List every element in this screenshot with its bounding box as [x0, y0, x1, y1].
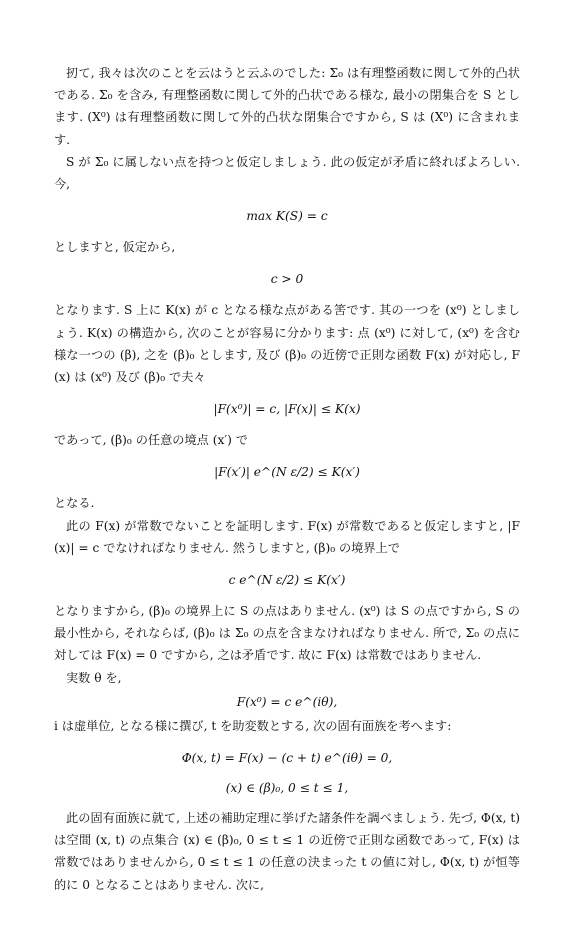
- paragraph-5: であって, (β)₀ の任意の境点 (x′) で: [54, 433, 248, 448]
- paragraph-6: となる.: [54, 496, 95, 511]
- equation-boundary-2: c e^(N ε/2) ≤ K(x′): [228, 573, 346, 588]
- document-page: [54, 62, 520, 896]
- paragraph-11: 此の固有面族に就て, 上述の補助定理に挙げた諸条件を調べましょう. 先づ, Φ(x, t) は空間 (x, t) の点集合 (x) ∈ (β)₀, 0 ≤ t ≤ 1 の近傍で正則な函数であって, F(x) は常数ではありませんから, 0 ≤ t ≤ 1 の任意の決まった t の値に対し, Φ(x, t) が恒等的に 0 となることはありません. 次に,: [54, 811, 520, 892]
- paragraph-4: となります. S 上に K(x) が c となる様な点がある筈です. 其の一つを (x⁰) としましょう. K(x) の構造から, 次のことが容易に分かります: 点 (x⁰) に対して, (x⁰) を含む様な一つの (β), 之を (β)₀ とします, 及び (β)₀ の近傍で正則な函数 F(x) が対応し, F(x) は (x⁰) 及び (β)₀ で夫々: [54, 303, 520, 385]
- equation-domain: (x) ∈ (β)₀, 0 ≤ t ≤ 1,: [225, 781, 349, 796]
- paragraph-9: 実数 θ を,: [66, 670, 122, 685]
- paragraph-10: i は虚単位, となる様に撰び, t を助変数とする, 次の固有面族を考へます:: [54, 718, 452, 733]
- equation-theta: F(x⁰) = c e^(iθ),: [236, 694, 338, 709]
- equation-max-K: max K(S) = c: [246, 209, 328, 224]
- equation-phi: Φ(x, t) = F(x) − (c + t) e^(iθ) = 0,: [181, 751, 393, 766]
- paragraph-7: 此の F(x) が常数でないことを証明します. F(x) が常数であると仮定しますと, |F(x)| = c でなければなりません. 然うしますと, (β)₀ の境界上で: [54, 518, 520, 555]
- paragraph-1: 扨て, 我々は次のことを云はうと云ふのでした: Σ₀ は有理整函数に関して外的凸状である. Σ₀ を含み, 有理整函数に関して外的凸状である様な, 最小の閉集合を S とします. (X⁰) は有理整函数に関して外的凸状な閉集合ですから, S は (X⁰) に含まれます.: [54, 66, 520, 147]
- paragraph-8: となりますから, (β)₀ の境界上に S の点はありません. (x⁰) は S の点ですから, S の最小性から, それならば, (β)₀ は Σ₀ の点を含まなければなりません. 所で, Σ₀ の点に対しては F(x) = 0 ですから, 之は矛盾です. 故に F(x) は常数ではありません.: [54, 604, 520, 663]
- paragraph-2: S が Σ₀ に属しない点を持つと仮定しましょう. 此の仮定が矛盾に終ればよろしい. 今,: [54, 154, 520, 192]
- paragraph-3: としますと, 仮定から,: [54, 240, 176, 255]
- equation-c-positive: c > 0: [270, 272, 304, 287]
- equation-boundary-1: |F(x′)| e^(N ε/2) ≤ K(x′): [214, 465, 360, 480]
- equation-F-x0: |F(x⁰)| = c, |F(x)| ≤ K(x): [213, 402, 361, 417]
